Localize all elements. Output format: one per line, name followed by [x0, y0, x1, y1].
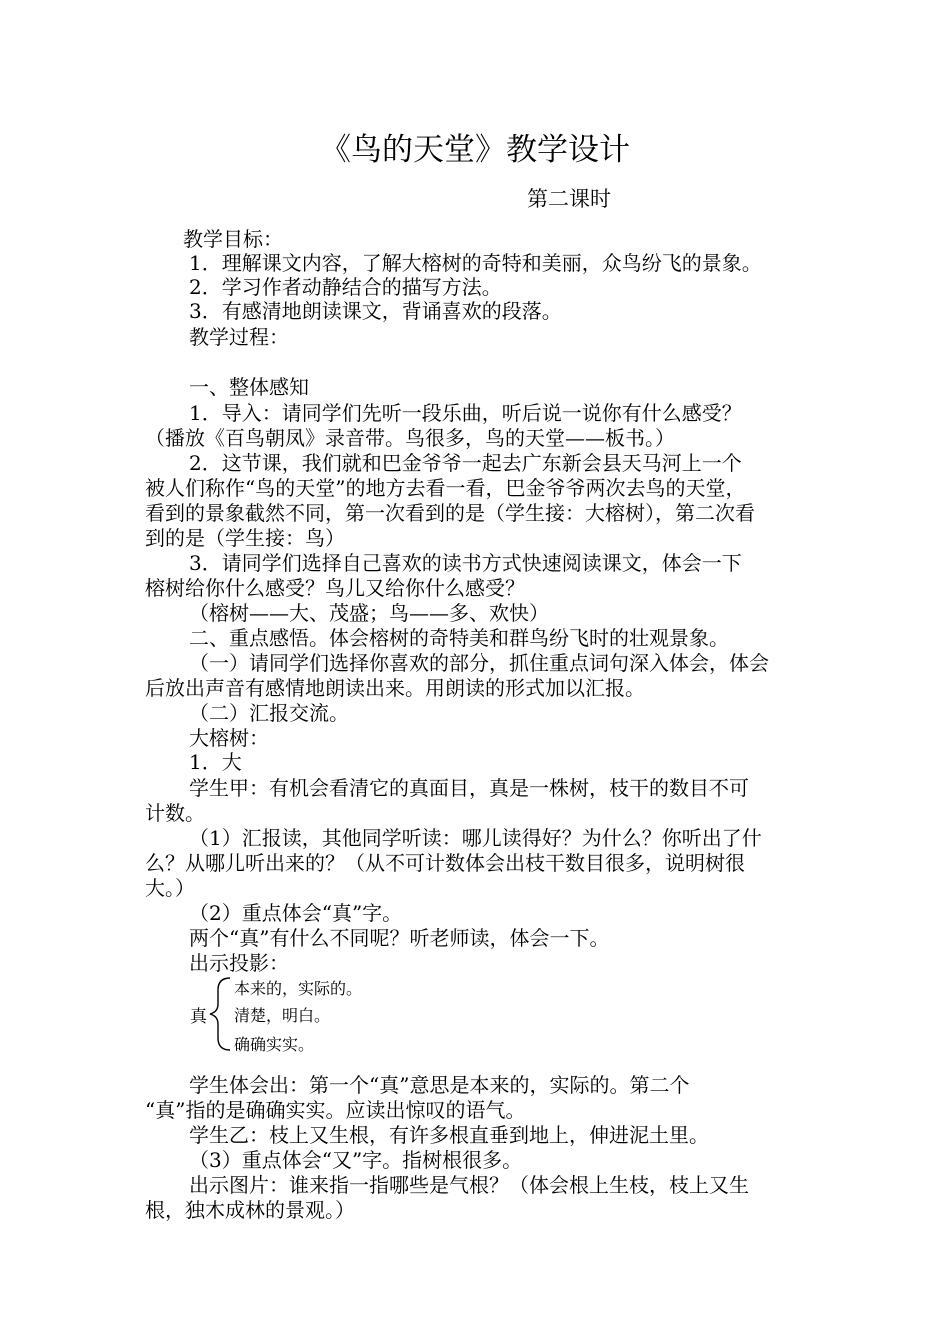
text-line: 后放出声音有感情地朗读出来。用朗读的形式加以汇报。 — [145, 676, 645, 700]
text-line: （榕树——大、茂盛；鸟——多、欢快） — [189, 601, 549, 625]
text-line: 1．理解课文内容，了解大榕树的奇特和美丽，众鸟纷飞的景象。 — [189, 251, 762, 275]
text-line: 大。） — [145, 876, 195, 900]
text-line: 计数。 — [145, 801, 205, 825]
document-subtitle: 第二课时 — [527, 187, 611, 211]
text-line: 教学目标： — [183, 227, 283, 251]
text-line: 学生甲：有机会看清它的真面目，真是一株树，枝干的数目不可 — [189, 776, 749, 800]
projection-item: 确确实实。 — [234, 1035, 315, 1054]
text-line: 1．大 — [189, 750, 242, 774]
text-line: （3）重点体会“又”字。指树根很多。 — [189, 1148, 523, 1172]
text-line: 3．有感清地朗读课文，背诵喜欢的段落。 — [189, 299, 562, 323]
projection-diagram — [190, 974, 410, 1054]
text-line: （一）请同学们选择你喜欢的部分，抓住重点词句深入体会，体会 — [189, 651, 769, 675]
section-heading: 二、重点感悟。体会榕树的奇特美和群鸟纷飞时的壮观景象。 — [189, 626, 729, 650]
projection-item: 本来的，实际的。 — [234, 979, 363, 998]
text-line: 学生乙：枝上又生根，有许多根直垂到地上，伸进泥土里。 — [189, 1123, 709, 1147]
text-line: 1．导入：请同学们先听一段乐曲，听后说一说你有什么感受？ — [189, 401, 742, 425]
document-title: 《鸟的天堂》教学设计 — [320, 132, 630, 168]
text-line: 学生体会出：第一个“真”意思是本来的，实际的。第二个 — [189, 1073, 690, 1097]
text-line: 出示投影： — [189, 951, 289, 975]
text-line: 出示图片：谁来指一指哪些是气根？（体会根上生枝，枝上又生 — [189, 1173, 749, 1197]
text-line: 教学过程： — [189, 325, 289, 349]
text-line: 两个“真”有什么不同呢？听老师读，体会一下。 — [189, 926, 610, 950]
text-line: （2）重点体会“真”字。 — [189, 901, 403, 925]
text-line: （1）汇报读，其他同学听读：哪儿读得好？为什么？你听出了什 — [189, 826, 762, 850]
text-line: 3．请同学们选择自己喜欢的读书方式快速阅读课文，体会一下 — [189, 551, 742, 575]
text-line: 榕树给你什么感受？鸟儿又给你什么感受？ — [145, 576, 525, 600]
text-line: 2．学习作者动静结合的描写方法。 — [189, 275, 502, 299]
text-line: （二）汇报交流。 — [189, 701, 349, 725]
text-line: 看到的景象截然不同，第一次看到的是（学生接：大榕树），第二次看 — [145, 501, 755, 525]
text-line: 2．这节课，我们就和巴金爷爷一起去广东新会县天马河上一个 — [189, 451, 742, 475]
text-line: 根，独木成林的景观。） — [145, 1198, 355, 1222]
projection-char: 真 — [190, 1007, 207, 1027]
text-line: 被人们称作“鸟的天堂”的地方去看一看，巴金爷爷两次去鸟的天堂， — [145, 476, 746, 500]
text-line: “真”指的是确确实实。应读出惊叹的语气。 — [145, 1098, 526, 1122]
text-line: 么？从哪儿听出来的？（从不可计数体会出枝干数目很多，说明树很 — [145, 851, 745, 875]
projection-item: 清楚，明白。 — [234, 1006, 331, 1025]
text-line: 到的是（学生接：鸟） — [145, 526, 345, 550]
brace-icon — [204, 974, 234, 1054]
section-heading: 一、整体感知 — [189, 375, 309, 399]
text-line: （播放《百鸟朝凤》录音带。鸟很多，鸟的天堂——板书。） — [145, 426, 675, 450]
text-line: 大榕树： — [189, 726, 269, 750]
